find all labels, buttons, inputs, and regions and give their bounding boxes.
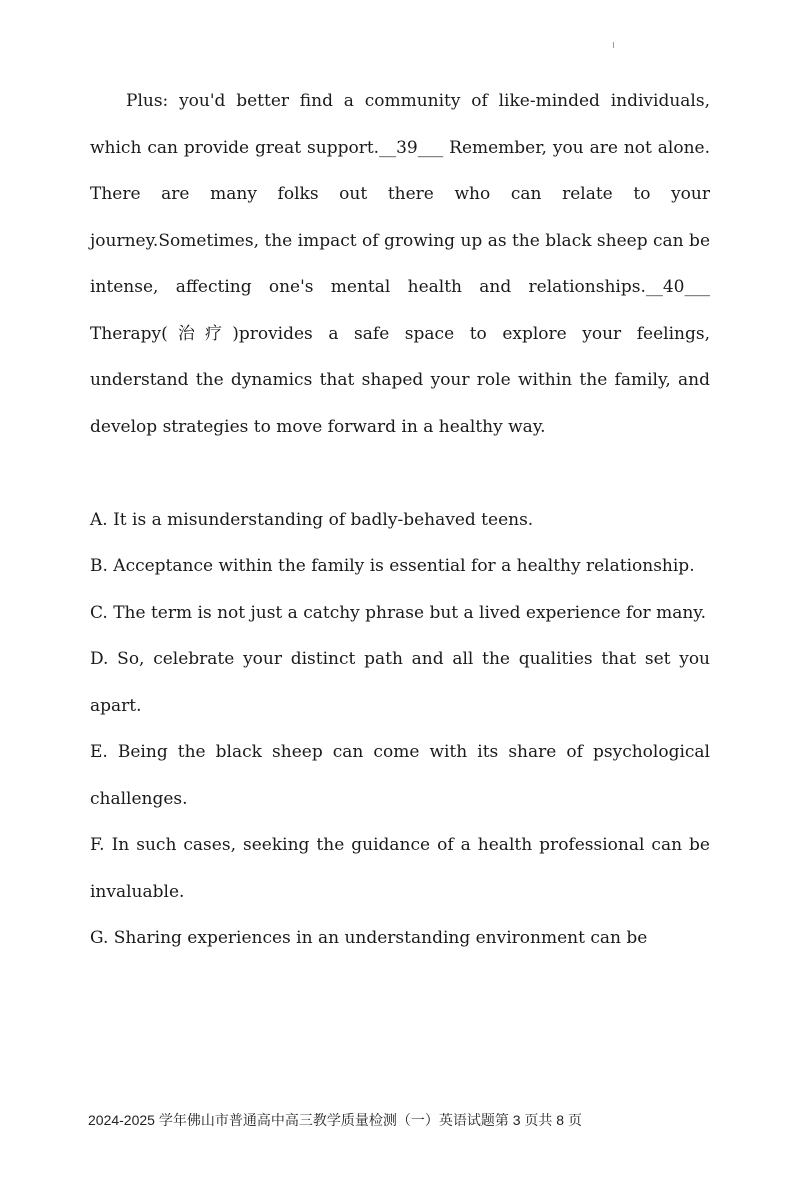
scan-mark <box>613 42 614 48</box>
passage-text-1: Plus: you'd better find a community of like-minded individuals, which can provide great support. <box>90 91 710 158</box>
option-d: D. So, celebrate your distinct path and all the qualities that set you apart. <box>90 649 710 716</box>
page-footer: 2024-2025 学年佛山市普通高中高三教学质量检测（一）英语试题第 3 页共 8 页 <box>88 1112 582 1128</box>
option-e: E. Being the black sheep can come with its share of psychological challenges. <box>90 742 710 809</box>
option-a: A. It is a misunderstanding of badly-behaved teens. <box>90 509 534 530</box>
passage-text-3: Therapy(治疗)provides a safe space to explore your feelings, understand the dynamics that shaped your role within the family, and develop strategies to move forward in a healthy way. <box>90 323 710 437</box>
passage-body <box>90 78 710 962</box>
paragraph-gap <box>90 450 710 497</box>
option-g: G. Sharing experiences in an understanding environment can be <box>90 928 648 948</box>
passage-paragraph <box>90 78 710 450</box>
option-c: C. The term is not just a catchy phrase but a lived experience for many. <box>90 602 707 623</box>
blank-40: __40___ <box>645 277 710 297</box>
blank-39: __39___ <box>379 137 444 158</box>
option-b: B. Acceptance within the family is essential for a healthy relationship. <box>90 556 695 576</box>
option-f: F. In such cases, seeking the guidance of a health professional can be invaluable. <box>90 835 710 902</box>
passage-text-2: Remember, you are not alone. There are many folks out there who can relate to your journey.Sometimes, the impact of growing up as the black sheep can be intense, affecting one's mental health and relationships. <box>90 137 710 297</box>
